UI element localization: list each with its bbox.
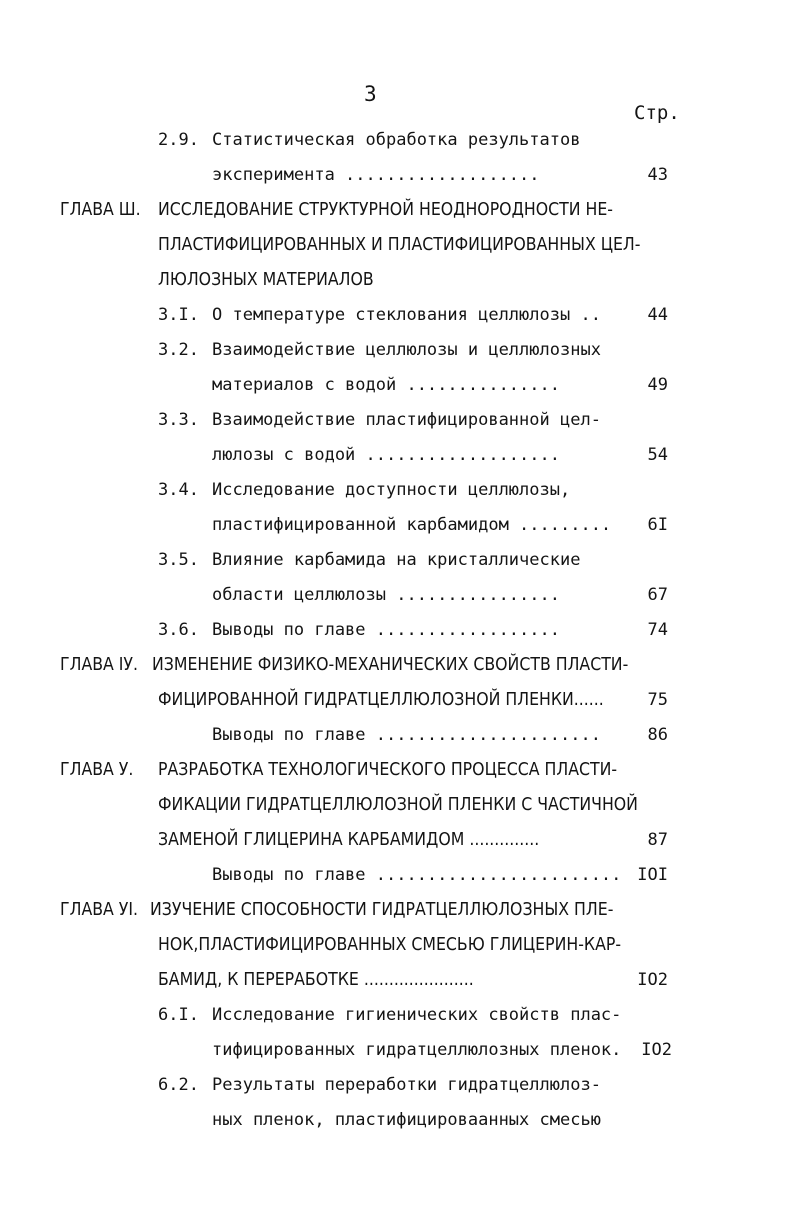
toc-title-cont: ных пленок, пластифицироваанных смесью [212,1110,601,1130]
toc-page: 6I [647,515,668,535]
chapter-title-cont: ЛЮЛОЗНЫХ МАТЕРИАЛОВ [158,270,374,290]
toc-number: 3.I. [158,305,199,325]
chapter-title-cont: ЗАМЕНОЙ ГЛИЦЕРИНА КАРБАМИДОМ .............. [158,830,540,850]
toc-title-cont: люлозы с водой ................... [212,445,560,465]
toc-page: 67 [647,585,668,605]
chapter-title-cont: ФИЦИРОВАННОЙ ГИДРАТЦЕЛЛЮЛОЗНОЙ ПЛЕНКИ...... [158,690,604,710]
toc-page: 54 [647,445,668,465]
toc-title: Влияние карбамида на кристаллические [212,550,581,570]
toc-page: IOI [637,865,668,885]
toc-number: 6.I. [158,1005,199,1025]
chapter-title-cont: ПЛАСТИФИЦИРОВАННЫХ И ПЛАСТИФИЦИРОВАННЫХ ЦЕЛ- [158,235,641,255]
chapter-label: ГЛАВА IУ. [60,655,139,675]
chapter-title-cont: БАМИД, К ПЕРЕРАБОТКЕ ...................... [158,970,474,990]
toc-title: Выводы по главе ...................... [212,725,601,745]
toc-number: 6.2. [158,1075,199,1095]
toc-title: Выводы по главе ........................ [212,865,622,885]
toc-page: 49 [647,375,668,395]
chapter-title: ИССЛЕДОВАНИЕ СТРУКТУРНОЙ НЕОДНОРОДНОСТИ НЕ- [158,200,613,220]
toc-title: Взаимодействие целлюлозы и целлюлозных [212,340,601,360]
toc-number: 3.3. [158,410,199,430]
toc-title-cont: тифицированных гидратцеллюлозных пленок. [212,1040,622,1060]
page-number: 3 [364,82,377,106]
chapter-label: ГЛАВА УI. [60,900,139,920]
toc-page: 86 [647,725,668,745]
toc-title: Статистическая обработка результатов [212,130,581,150]
toc-page: 44 [647,305,668,325]
toc-title: Исследование гигиенических свойств плас- [212,1005,622,1025]
chapter-label: ГЛАВА У. [60,760,134,780]
chapter-title: ИЗМЕНЕНИЕ ФИЗИКО-МЕХАНИЧЕСКИХ СВОЙСТВ ПЛАСТИ- [152,655,629,675]
toc-page: IO2 [637,970,668,990]
chapter-title: РАЗРАБОТКА ТЕХНОЛОГИЧЕСКОГО ПРОЦЕССА ПЛАСТИ- [158,760,618,780]
chapter-label: ГЛАВА Ш. [60,200,141,220]
toc-page: IO2 [641,1040,672,1060]
toc-number: 3.6. [158,620,199,640]
chapter-title: ИЗУЧЕНИЕ СПОСОБНОСТИ ГИДРАТЦЕЛЛЮЛОЗНЫХ ПЛЕ- [150,900,614,920]
toc-number: 2.9. [158,130,199,150]
toc-number: 3.5. [158,550,199,570]
chapter-title-cont: НОК,ПЛАСТИФИЦИРОВАННЫХ СМЕСЬЮ ГЛИЦЕРИН-КАР- [158,935,622,955]
toc-title: О температуре стеклования целлюлозы .. [212,305,601,325]
toc-title: Результаты переработки гидратцеллюлоз- [212,1075,601,1095]
toc-title: Исследование доступности целлюлозы, [212,480,571,500]
toc-number: 3.4. [158,480,199,500]
toc-title-cont: материалов с водой ............... [212,375,560,395]
toc-title-cont: эксперимента ................... [212,165,540,185]
toc-page: 43 [647,165,668,185]
toc-title: Выводы по главе .................. [212,620,560,640]
page-column-label: Стр. [634,102,680,124]
toc-title: Взаимодействие пластифицированной цел- [212,410,601,430]
toc-page: 74 [647,620,668,640]
chapter-title-cont: ФИКАЦИИ ГИДРАТЦЕЛЛЮЛОЗНОЙ ПЛЕНКИ С ЧАСТИЧНОЙ [158,795,638,815]
toc-title-cont: области целлюлозы ................ [212,585,560,605]
toc-page: 87 [647,830,668,850]
toc-title-cont: пластифицированной карбамидом ......... [212,515,612,535]
toc-page: 75 [647,690,668,710]
toc-number: 3.2. [158,340,199,360]
